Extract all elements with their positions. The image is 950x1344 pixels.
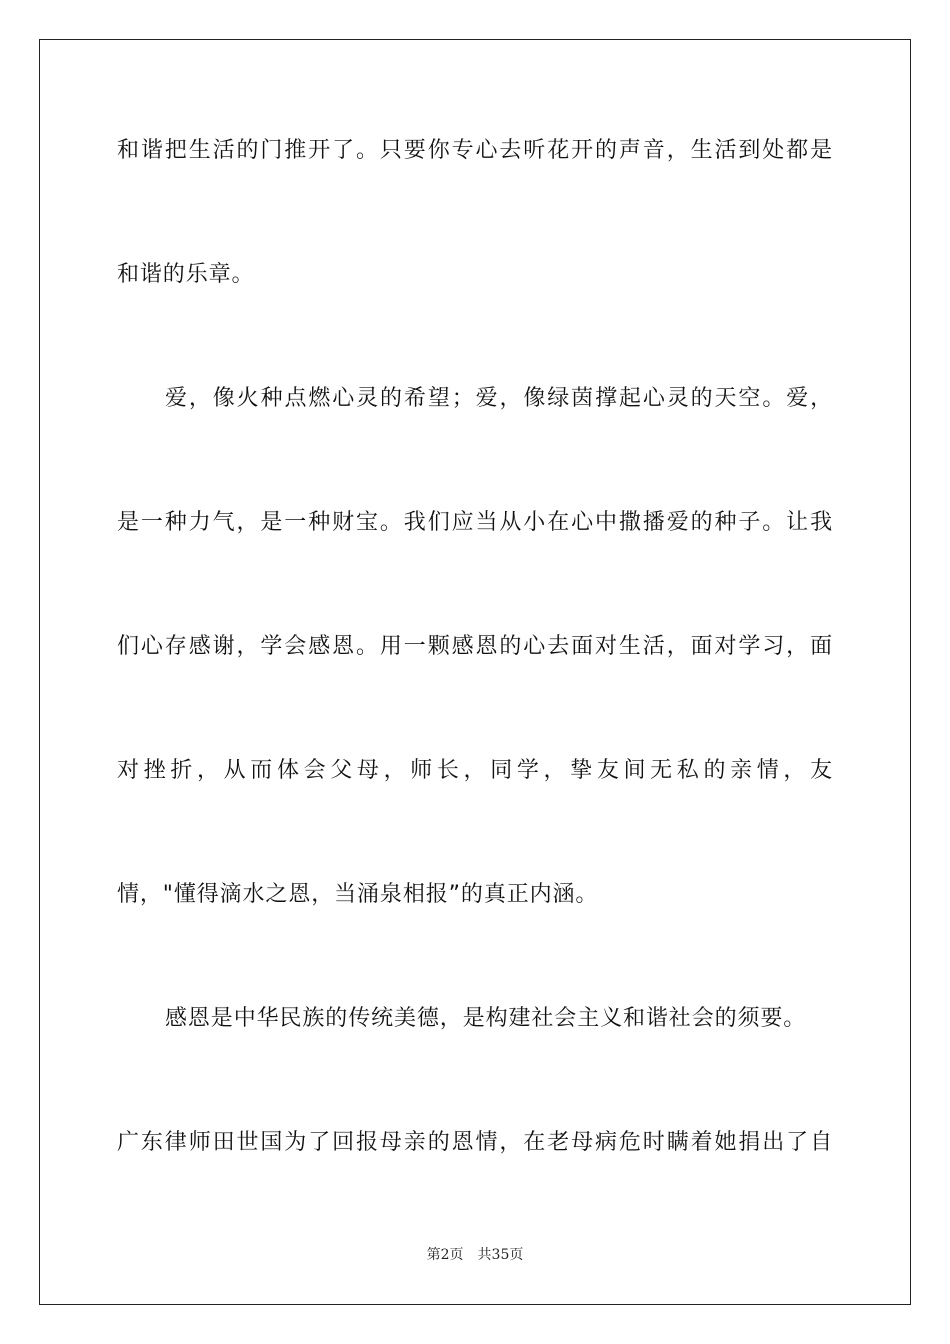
text-line: 们心存感谢，学会感恩。用一颗感恩的心去面对生活，面对学习，面	[117, 634, 833, 659]
text-line: 是一种力气，是一种财宝。我们应当从小在心中撒播爱的种子。让我	[117, 510, 833, 535]
page-border	[39, 39, 911, 1305]
text-line: 和谐把生活的门推开了。只要你专心去听花开的声音，生活到处都是	[117, 138, 833, 163]
text-line: 广东律师田世国为了回报母亲的恩情，在老母病危时瞒着她捐出了自	[117, 1130, 833, 1155]
page-total: 共35页	[477, 1247, 524, 1263]
page-footer	[0, 1246, 950, 1264]
text-line: 感恩是中华民族的传统美德，是构建社会主义和谐社会的须要。	[165, 1006, 807, 1031]
page-number: 第2页	[426, 1247, 464, 1263]
text-line: 和谐的乐章。	[117, 262, 255, 287]
text-line: 爱，像火种点燃心灵的希望；爱，像绿茵撑起心灵的天空。爱，	[165, 386, 833, 411]
text-line: 情，"懂得滴水之恩，当涌泉相报”的真正内涵。	[117, 882, 599, 907]
text-line: 对挫折，从而体会父母，师长，同学，挚友间无私的亲情，友	[117, 758, 833, 783]
